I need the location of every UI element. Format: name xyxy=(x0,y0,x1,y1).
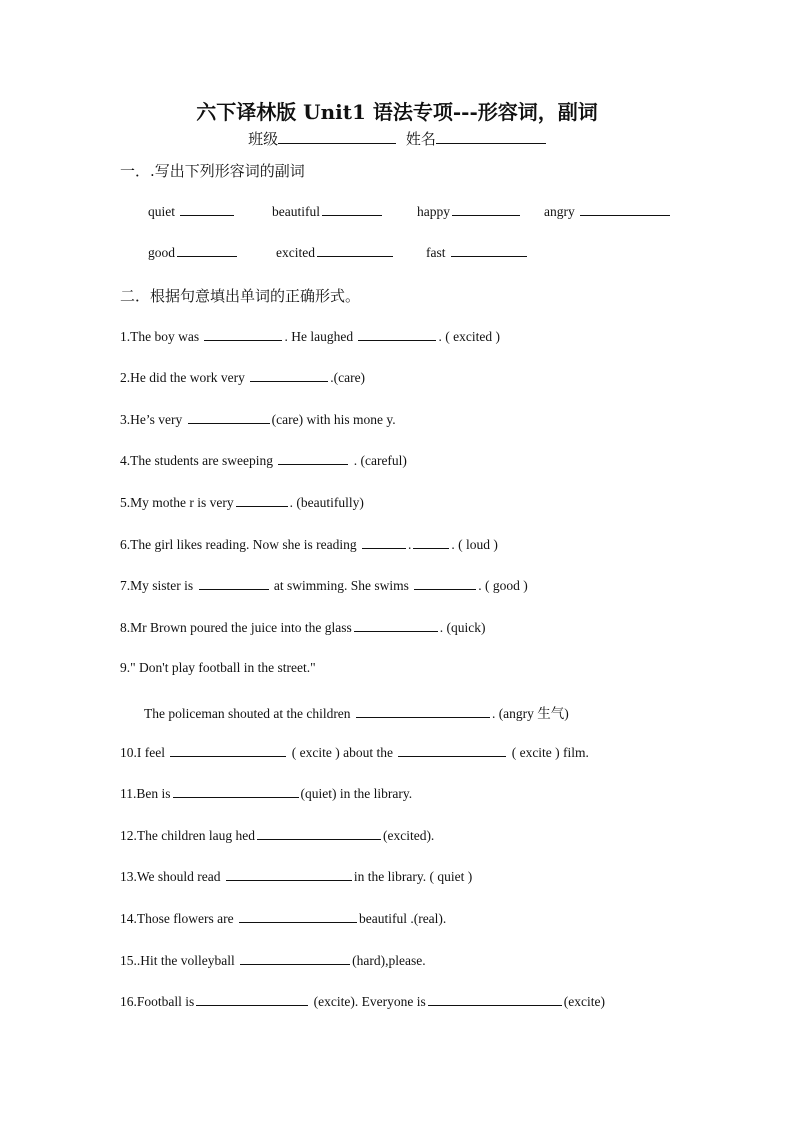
question-6: 6.The girl likes reading. Now she is reading . . ( loud ) xyxy=(120,537,498,552)
question-16: 16.Football is (excite). Everyone is (excite) xyxy=(120,994,605,1009)
question-12: 12.The children laug hed (excited). xyxy=(120,828,435,843)
question-10: 10.I feel ( excite ) about the ( excite ) film. xyxy=(120,745,589,760)
question-9-line-2: The policeman shouted at the children . (angry 生气) xyxy=(144,706,569,721)
word-item: beautiful xyxy=(272,203,384,220)
word-item: happy xyxy=(417,203,522,220)
question-11: 11.Ben is (quiet) in the library. xyxy=(120,786,413,801)
name-blank[interactable] xyxy=(436,129,546,144)
class-label: 班级 xyxy=(248,132,279,148)
page-title: 六下译林版 Unit1 语法专项---形容词，副词 xyxy=(196,100,598,124)
word-item: angry xyxy=(544,203,672,220)
name-label: 姓名 xyxy=(405,132,436,148)
question-1: 1.The boy was . He laughed . ( excited ) xyxy=(120,329,500,344)
question-8: 8.Mr Brown poured the juice into the glass . (quick) xyxy=(120,620,486,635)
question-15: 15..Hit the volleyball (hard),please. xyxy=(120,953,426,968)
word-item: quiet xyxy=(148,203,236,220)
section2-heading: 二．根据句意填出单词的正确形式。 xyxy=(120,287,361,305)
student-info-line xyxy=(0,128,794,149)
question-13: 13.We should read in the library. ( quiet ) xyxy=(120,869,473,884)
class-blank[interactable] xyxy=(278,129,396,144)
question-9: 9." Don't play football in the street." xyxy=(120,660,316,675)
section1-heading: 一．.写出下列形容词的副词 xyxy=(120,162,305,180)
question-5: 5.My mothe r is very . (beautifully) xyxy=(120,495,364,510)
question-14: 14.Those flowers are beautiful .(real). xyxy=(120,911,447,926)
word-item: fast xyxy=(426,244,529,261)
question-4: 4.The students are sweeping . (careful) xyxy=(120,453,407,468)
word-item: excited xyxy=(276,244,395,261)
question-7: 7.My sister is at swimming. She swims . ( good ) xyxy=(120,578,528,593)
question-2: 2.He did the work very .(care) xyxy=(120,370,366,385)
word-item: good xyxy=(148,244,239,261)
question-3: 3.He’s very (care) with his mone y. xyxy=(120,412,396,427)
